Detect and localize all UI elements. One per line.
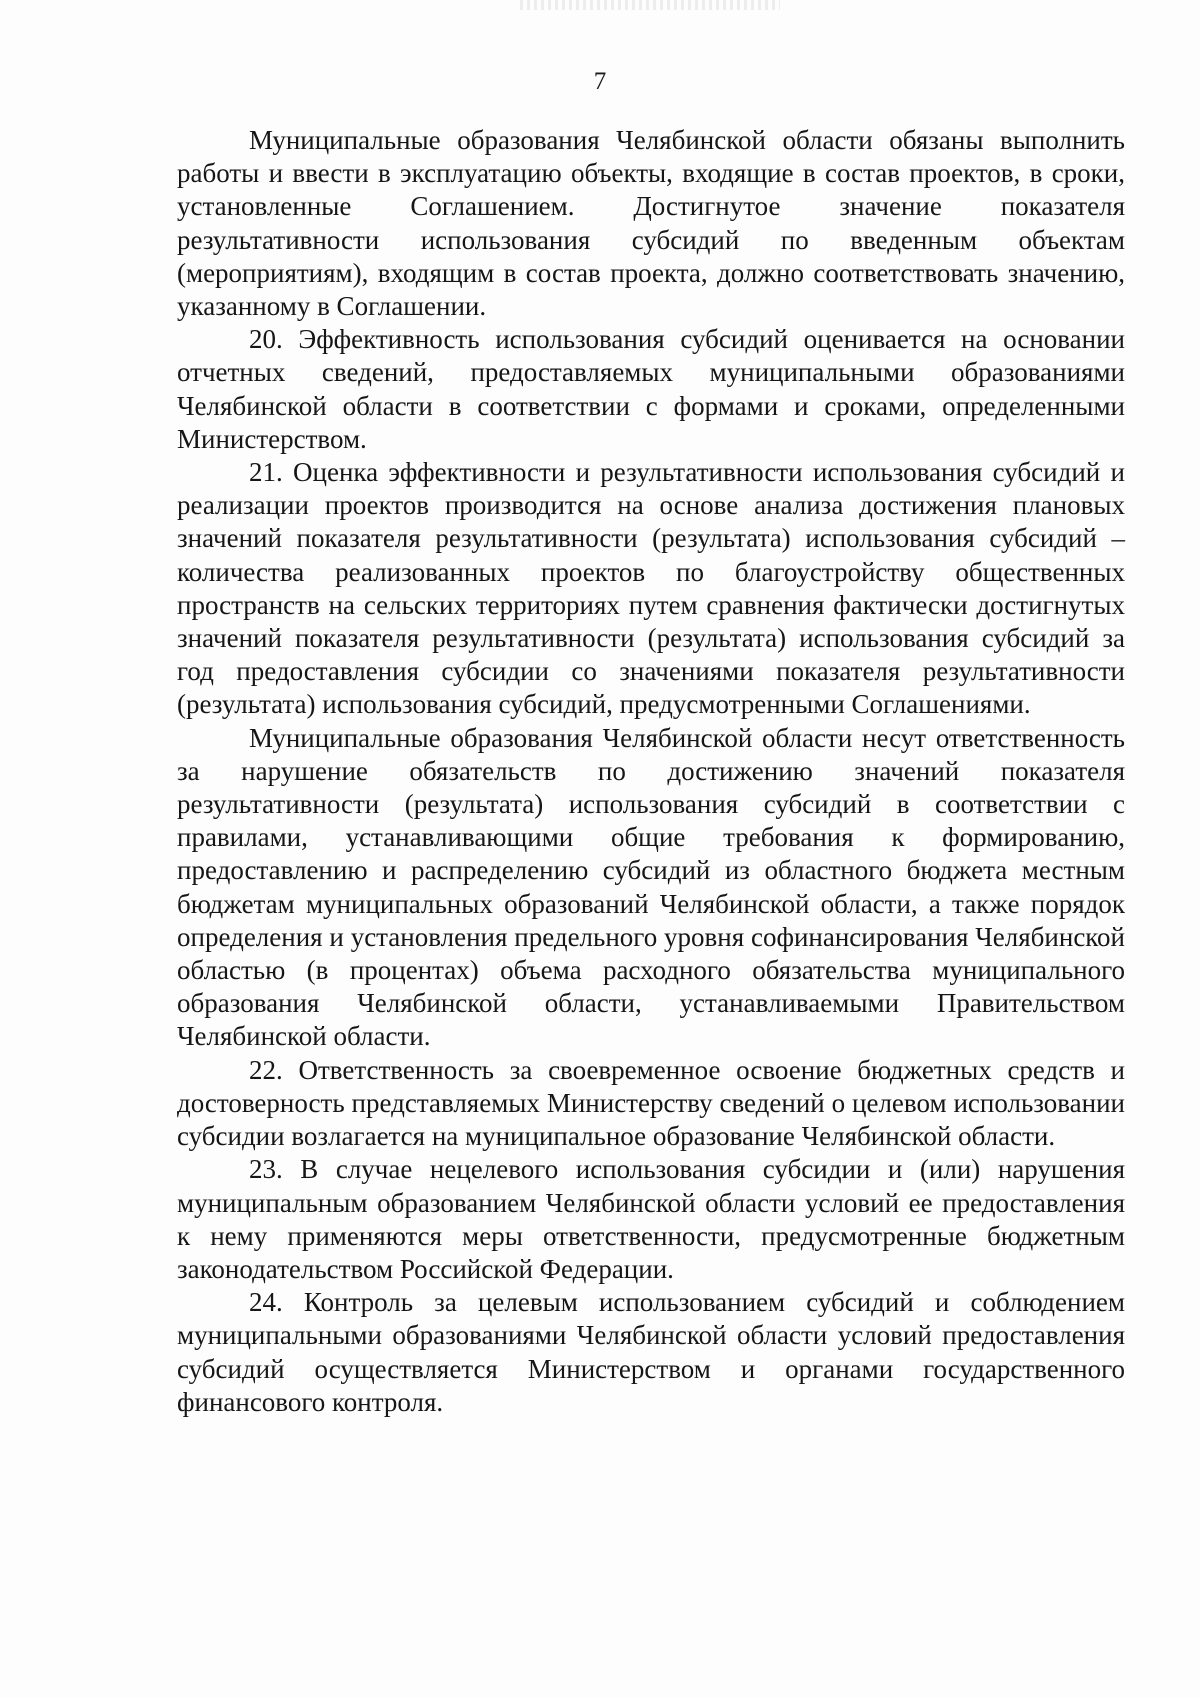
scan-artifact xyxy=(520,0,780,10)
paragraph-22-budget-responsibility: 22. Ответственность за своевременное освоение бюджетных средств и достоверность представляемых Министерству сведений о целевом использовании субсидии возлагается на муниципальное образование Челябинской области. xyxy=(177,1054,1125,1152)
paragraph-23-misuse: 23. В случае нецелевого использования субсидии и (или) нарушения муниципальным образованием Челябинской области условий ее предоставления к нему применяются меры ответственности, предусмотренные бюджетным законодательством Российской Федерации. xyxy=(177,1154,1125,1284)
paragraph-20-efficiency-assessment: 20. Эффективность использования субсидий оценивается на основании отчетных сведений, предоставляемых муниципальными образованиями Челябинской области в соответствии с формами и сроками, определенными Министерством. xyxy=(177,324,1125,454)
paragraph-21-evaluation: 21. Оценка эффективности и результативности использования субсидий и реализации проектов производится на основе анализа достижения плановых значений показателя результативности (результата) использования субсидий – количества реализованных проектов по благоустройству общественных пространств на сельских территориях путем сравнения фактически достигнутых значений показателя результативности (результата) использования субсидий за год предоставления субсидии со значениями показателя результативности (результата) использования субсидий, предусмотренными Соглашениями. xyxy=(177,457,1125,720)
paragraph-24-control: 24. Контроль за целевым использованием субсидий и соблюдением муниципальными образованиями Челябинской области условий предоставления субсидий осуществляется Министерством и органами государственного финансового контроля. xyxy=(177,1287,1125,1417)
page-number: 7 xyxy=(593,68,607,95)
document-body xyxy=(177,124,1125,1419)
paragraph-municipal-obligations: Муниципальные образования Челябинской области обязаны выполнить работы и ввести в эксплуатацию объекты, входящие в состав проектов, в сроки, установленные Соглашением. Достигнутое значение показателя результативности использования субсидий по введенным объектам (мероприятиям), входящим в состав проекта, должно соответствовать значению, указанному в Соглашении. xyxy=(177,125,1125,322)
paragraph-responsibility: Муниципальные образования Челябинской области несут ответственность за нарушение обязательств по достижению значений показателя результативности (результата) использования субсидий в соответствии с правилами, устанавливающими общие требования к формированию, предоставлению и распределению субсидий из областного бюджета местным бюджетам муниципальных образований Челябинской области, а также порядок определения и установления предельного уровня софинансирования Челябинской областью (в процентах) объема расходного обязательства муниципального образования Челябинской области, устанавливаемыми Правительством Челябинской области. xyxy=(177,722,1125,1052)
